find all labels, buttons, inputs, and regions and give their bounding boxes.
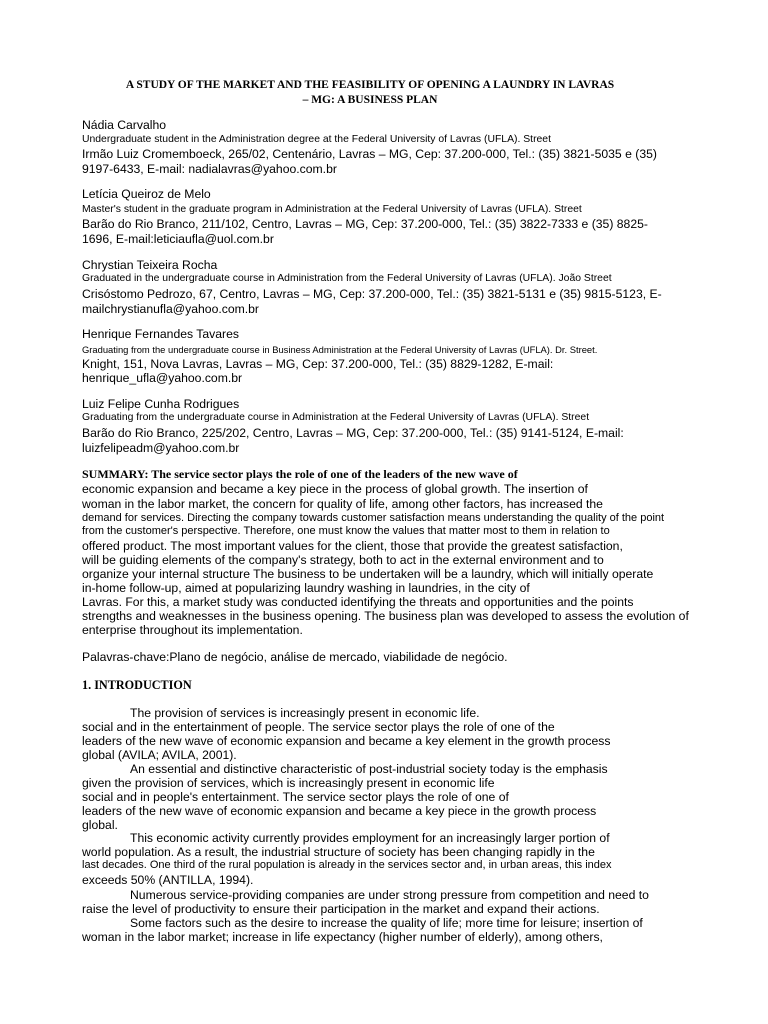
intro-line: global (AVILA; AVILA, 2001).: [82, 748, 237, 762]
author-address: Barão do Rio Branco, 225/202, Centro, Lavras – MG, Cep: 37.200-000, Tel.: (35) 9141-5124, E-mail:: [82, 426, 624, 440]
author-affiliation: Undergraduate student in the Administration degree at the Federal University of Lavras (UFLA). Street: [82, 134, 551, 145]
intro-line: leaders of the new wave of economic expansion and became a key piece in the growth process: [82, 804, 597, 818]
summary-line: offered product. The most important values for the client, those that provide the greatest satisfaction,: [82, 539, 623, 553]
intro-line: leaders of the new wave of economic expansion and became a key element in the growth process: [82, 734, 611, 748]
summary-line: strengths and weaknesses in the business opening. The business plan was developed to assess the evolution of: [82, 609, 689, 623]
summary-line: woman in the labor market, the concern for quality of life, among other factors, has increased the: [82, 497, 603, 511]
author-name: Henrique Fernandes Tavares: [82, 327, 239, 341]
title-line-1: A STUDY OF THE MARKET AND THE FEASIBILITY OF OPENING A LAUNDRY IN LAVRAS: [125, 79, 615, 91]
paper-title: [60, 78, 680, 108]
intro-line: woman in the labor market; increase in life expectancy (higher number of elderly), among others,: [82, 930, 603, 944]
summary-line: demand for services. Directing the company towards customer satisfaction means understanding the quality of the point: [82, 512, 665, 524]
author-address: Barão do Rio Branco, 211/102, Centro, Lavras – MG, Cep: 37.200-000, Tel.: (35) 3822-7333 e (35) 8825-: [82, 217, 648, 231]
author-contact: luizfelipeadm@yahoo.com.br: [82, 441, 240, 455]
summary-heading: SUMMARY: The service sector plays the role of one of the leaders of the new wave of: [82, 467, 518, 481]
author-affiliation: Master's student in the graduate program in Administration at the Federal University of Lavras (UFLA). Street: [82, 204, 582, 215]
summary-line: will be guiding elements of the company's strategy, both to act in the external environment and to: [82, 553, 604, 567]
author-address: Knight, 151, Nova Lavras, Lavras – MG, Cep: 37.200-000, Tel.: (35) 8829-1282, E-mail:: [82, 357, 554, 371]
summary-line: Lavras. For this, a market study was conducted identifying the threats and opportunities and the points: [82, 595, 634, 609]
intro-line: world population. As a result, the industrial structure of society has been changing rapidly in the: [82, 845, 595, 859]
author-contact: 1696, E-mail:leticiaufla@uol.com.br: [82, 232, 274, 246]
author-affiliation: Graduated in the undergraduate course in Administration from the Federal University of Lavras (UFLA). João Street: [82, 273, 612, 284]
intro-line: exceeds 50% (ANTILLA, 1994).: [82, 873, 254, 887]
intro-line: Some factors such as the desire to increase the quality of life; more time for leisure; insertion of: [130, 916, 643, 930]
intro-line: raise the level of productivity to ensure their participation in the market and expand their actions.: [82, 902, 600, 916]
author-address: Irmão Luiz Cromemboeck, 265/02, Centenário, Lavras – MG, Cep: 37.200-000, Tel.: (35) 3821-5035 e (35): [82, 147, 657, 161]
author-name: Nádia Carvalho: [82, 118, 167, 132]
author-name: Chrystian Teixeira Rocha: [82, 258, 218, 272]
intro-line: An essential and distinctive characteristic of post-industrial society today is the emphasis: [130, 762, 608, 776]
summary-line: economic expansion and became a key piece in the process of global growth. The insertion of: [82, 482, 588, 496]
author-affiliation: Graduating from the undergraduate course in Administration at the Federal University of Lavras (UFLA). Street: [82, 412, 590, 423]
summary-line: organize your internal structure The business to be undertaken will be a laundry, which will initially operate: [82, 567, 654, 581]
intro-line: Numerous service-providing companies are under strong pressure from competition and need to: [130, 888, 649, 902]
intro-line: social and in the entertainment of people. The service sector plays the role of one of the: [82, 720, 555, 734]
intro-line: The provision of services is increasingly present in economic life.: [130, 706, 480, 720]
keywords: Palavras-chave:Plano de negócio, análise de mercado, viabilidade de negócio.: [82, 650, 508, 664]
intro-line: This economic activity currently provides employment for an increasingly larger portion of: [130, 831, 610, 845]
section-heading: 1. INTRODUCTION: [82, 678, 192, 692]
summary-line: enterprise throughout its implementation.: [82, 623, 303, 637]
intro-line: social and in people's entertainment. The service sector plays the role of one of: [82, 790, 509, 804]
author-affiliation: Graduating from the undergraduate course in Business Administration at the Federal University of Lavras (UFLA). Dr. Street.: [82, 344, 598, 355]
author-contact: mailchrystianufla@yahoo.com.br: [82, 302, 259, 316]
intro-line: global.: [82, 818, 118, 832]
author-contact: henrique_ufla@yahoo.com.br: [82, 371, 243, 385]
author-name: Letícia Queiroz de Melo: [82, 187, 211, 201]
title-line-2: – MG: A BUSINESS PLAN: [302, 94, 438, 106]
summary-line: in-home follow-up, aimed at popularizing laundry washing in laundries, in the city of: [82, 581, 530, 595]
author-name: Luiz Felipe Cunha Rodrigues: [82, 397, 240, 411]
intro-line: given the provision of services, which is increasingly present in economic life: [82, 776, 495, 790]
intro-line: last decades. One third of the rural population is already in the services sector and, in urban areas, this index: [82, 859, 612, 871]
author-address: Crisóstomo Pedrozo, 67, Centro, Lavras – MG, Cep: 37.200-000, Tel.: (35) 3821-5131 e (35) 9815-5123, E-: [82, 287, 662, 301]
summary-line: from the customer's perspective. Therefore, one must know the values that matter most to them in relation to: [82, 525, 610, 537]
author-contact: 9197-6433, E-mail: nadialavras@yahoo.com.br: [82, 162, 337, 176]
